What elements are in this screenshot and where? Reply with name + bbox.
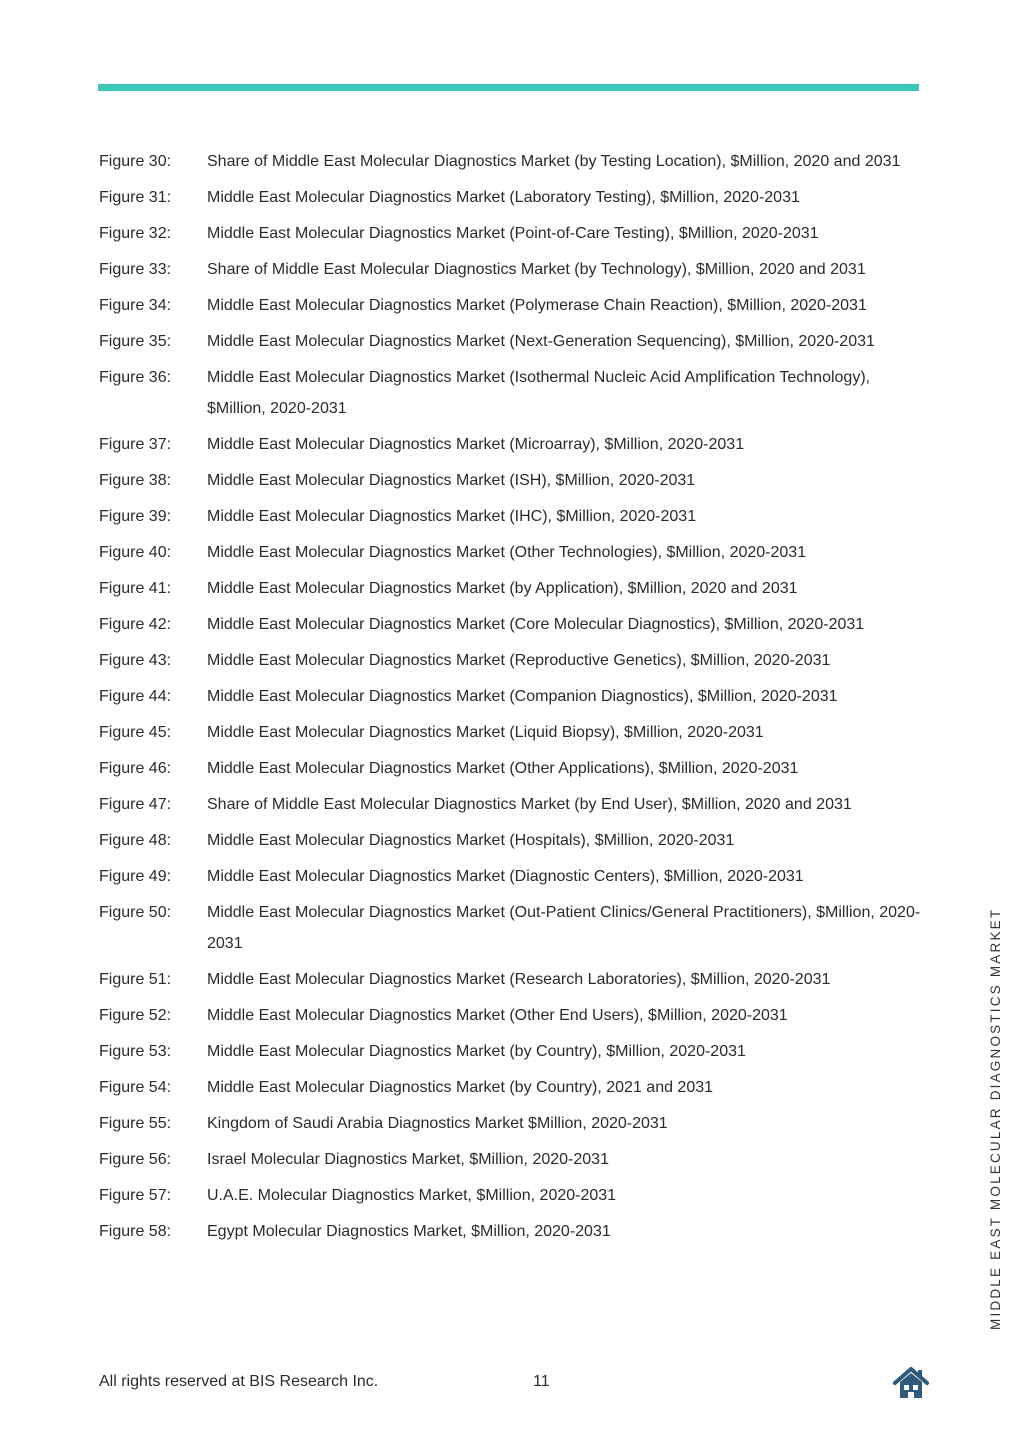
figure-number: Figure 58: [99,1223,172,1240]
figure-number: Figure 53: [99,1043,172,1060]
figure-title: Middle East Molecular Diagnostics Market (Point-of-Care Testing), $Million, 2020-2031 [207,225,819,242]
list-item[interactable] [99,537,929,568]
figure-title: Middle East Molecular Diagnostics Market (Isothermal Nucleic Acid Amplification Technology), $Million, 2020-2031 [207,369,871,417]
figure-title: Middle East Molecular Diagnostics Market (Laboratory Testing), $Million, 2020-2031 [207,189,800,206]
list-item[interactable] [99,753,929,784]
figure-number: Figure 38: [99,472,172,489]
figure-title: Share of Middle East Molecular Diagnostics Market (by Technology), $Million, 2020 and 2031 [207,261,866,278]
figure-title: Kingdom of Saudi Arabia Diagnostics Market $Million, 2020-2031 [207,1115,668,1132]
figure-number: Figure 34: [99,297,172,314]
figure-number: Figure 45: [99,724,172,741]
list-item[interactable] [99,573,929,604]
list-item[interactable] [99,465,929,496]
list-item[interactable] [99,609,929,640]
home-icon[interactable] [892,1366,930,1400]
figure-number: Figure 56: [99,1151,172,1168]
figure-title: Middle East Molecular Diagnostics Market (Out-Patient Clinics/General Practitioners), $Million, 2020-2031 [207,904,921,952]
figure-title: Middle East Molecular Diagnostics Market (Reproductive Genetics), $Million, 2020-2031 [207,652,831,669]
list-item[interactable] [99,1036,929,1067]
figure-title: Middle East Molecular Diagnostics Market (by Country), $Million, 2020-2031 [207,1043,746,1060]
list-item[interactable] [99,681,929,712]
list-item[interactable] [99,861,929,892]
figure-title: Middle East Molecular Diagnostics Market (Next-Generation Sequencing), $Million, 2020-2031 [207,333,875,350]
figure-title: Share of Middle East Molecular Diagnostics Market (by Testing Location), $Million, 2020 and 2031 [207,153,901,170]
figure-number: Figure 31: [99,189,172,206]
list-item[interactable] [99,1180,929,1211]
figure-title: Middle East Molecular Diagnostics Market (Core Molecular Diagnostics), $Million, 2020-2031 [207,616,865,633]
figure-title: Middle East Molecular Diagnostics Market (Liquid Biopsy), $Million, 2020-2031 [207,724,764,741]
list-item[interactable] [99,645,929,676]
figure-number: Figure 30: [99,153,172,170]
list-item[interactable] [99,1108,929,1139]
figure-title: Middle East Molecular Diagnostics Market (Hospitals), $Million, 2020-2031 [207,832,735,849]
list-item[interactable] [99,1000,929,1031]
list-item[interactable] [99,789,929,820]
figure-number: Figure 57: [99,1187,172,1204]
figure-title: Middle East Molecular Diagnostics Market (IHC), $Million, 2020-2031 [207,508,697,525]
page-number: 11 [533,1373,550,1390]
figure-number: Figure 44: [99,688,172,705]
figure-number: Figure 35: [99,333,172,350]
figure-number: Figure 39: [99,508,172,525]
list-item[interactable] [99,825,929,856]
figure-title: U.A.E. Molecular Diagnostics Market, $Million, 2020-2031 [207,1187,617,1204]
list-item[interactable] [99,897,929,959]
figure-number: Figure 37: [99,436,172,453]
list-item[interactable] [99,362,929,424]
list-item[interactable] [99,717,929,748]
figure-number: Figure 33: [99,261,172,278]
figure-number: Figure 52: [99,1007,172,1024]
list-item[interactable] [99,429,929,460]
header-accent-bar [98,84,919,91]
figure-number: Figure 43: [99,652,172,669]
list-item[interactable] [99,964,929,995]
figure-number: Figure 40: [99,544,172,561]
figure-number: Figure 47: [99,796,172,813]
list-of-figures [99,146,929,1252]
figure-number: Figure 41: [99,580,172,597]
figure-number: Figure 42: [99,616,172,633]
figure-title: Middle East Molecular Diagnostics Market (Research Laboratories), $Million, 2020-2031 [207,971,831,988]
figure-number: Figure 46: [99,760,172,777]
figure-title: Middle East Molecular Diagnostics Market (Companion Diagnostics), $Million, 2020-2031 [207,688,838,705]
list-item[interactable] [99,1144,929,1175]
list-item[interactable] [99,290,929,321]
figure-title: Middle East Molecular Diagnostics Market (Other End Users), $Million, 2020-2031 [207,1007,788,1024]
figure-title: Middle East Molecular Diagnostics Market (Other Technologies), $Million, 2020-2031 [207,544,807,561]
list-item[interactable] [99,326,929,357]
figure-number: Figure 49: [99,868,172,885]
figure-number: Figure 54: [99,1079,172,1096]
figure-number: Figure 36: [99,369,172,386]
figure-title: Egypt Molecular Diagnostics Market, $Million, 2020-2031 [207,1223,611,1240]
list-item[interactable] [99,182,929,213]
figure-number: Figure 48: [99,832,172,849]
figure-title: Middle East Molecular Diagnostics Market (Microarray), $Million, 2020-2031 [207,436,745,453]
figure-title: Middle East Molecular Diagnostics Market (Polymerase Chain Reaction), $Million, 2020-2031 [207,297,867,314]
figure-number: Figure 51: [99,971,172,988]
figure-number: Figure 32: [99,225,172,242]
figure-title: Middle East Molecular Diagnostics Market (ISH), $Million, 2020-2031 [207,472,696,489]
figure-title: Middle East Molecular Diagnostics Market (by Application), $Million, 2020 and 2031 [207,580,798,597]
footer-rights: All rights reserved at BIS Research Inc. [99,1373,379,1390]
list-item[interactable] [99,1216,929,1247]
figure-title: Share of Middle East Molecular Diagnostics Market (by End User), $Million, 2020 and 2031 [207,796,852,813]
figure-title: Middle East Molecular Diagnostics Market (Other Applications), $Million, 2020-2031 [207,760,799,777]
figure-number: Figure 55: [99,1115,172,1132]
list-item[interactable] [99,146,929,177]
figure-title: Middle East Molecular Diagnostics Market (Diagnostic Centers), $Million, 2020-2031 [207,868,804,885]
side-report-title: MIDDLE EAST MOLECULAR DIAGNOSTICS MARKET [988,907,1003,1330]
list-item[interactable] [99,218,929,249]
figure-title: Israel Molecular Diagnostics Market, $Million, 2020-2031 [207,1151,609,1168]
list-item[interactable] [99,254,929,285]
list-item[interactable] [99,501,929,532]
figure-title: Middle East Molecular Diagnostics Market (by Country), 2021 and 2031 [207,1079,714,1096]
list-item[interactable] [99,1072,929,1103]
figure-number: Figure 50: [99,904,172,921]
